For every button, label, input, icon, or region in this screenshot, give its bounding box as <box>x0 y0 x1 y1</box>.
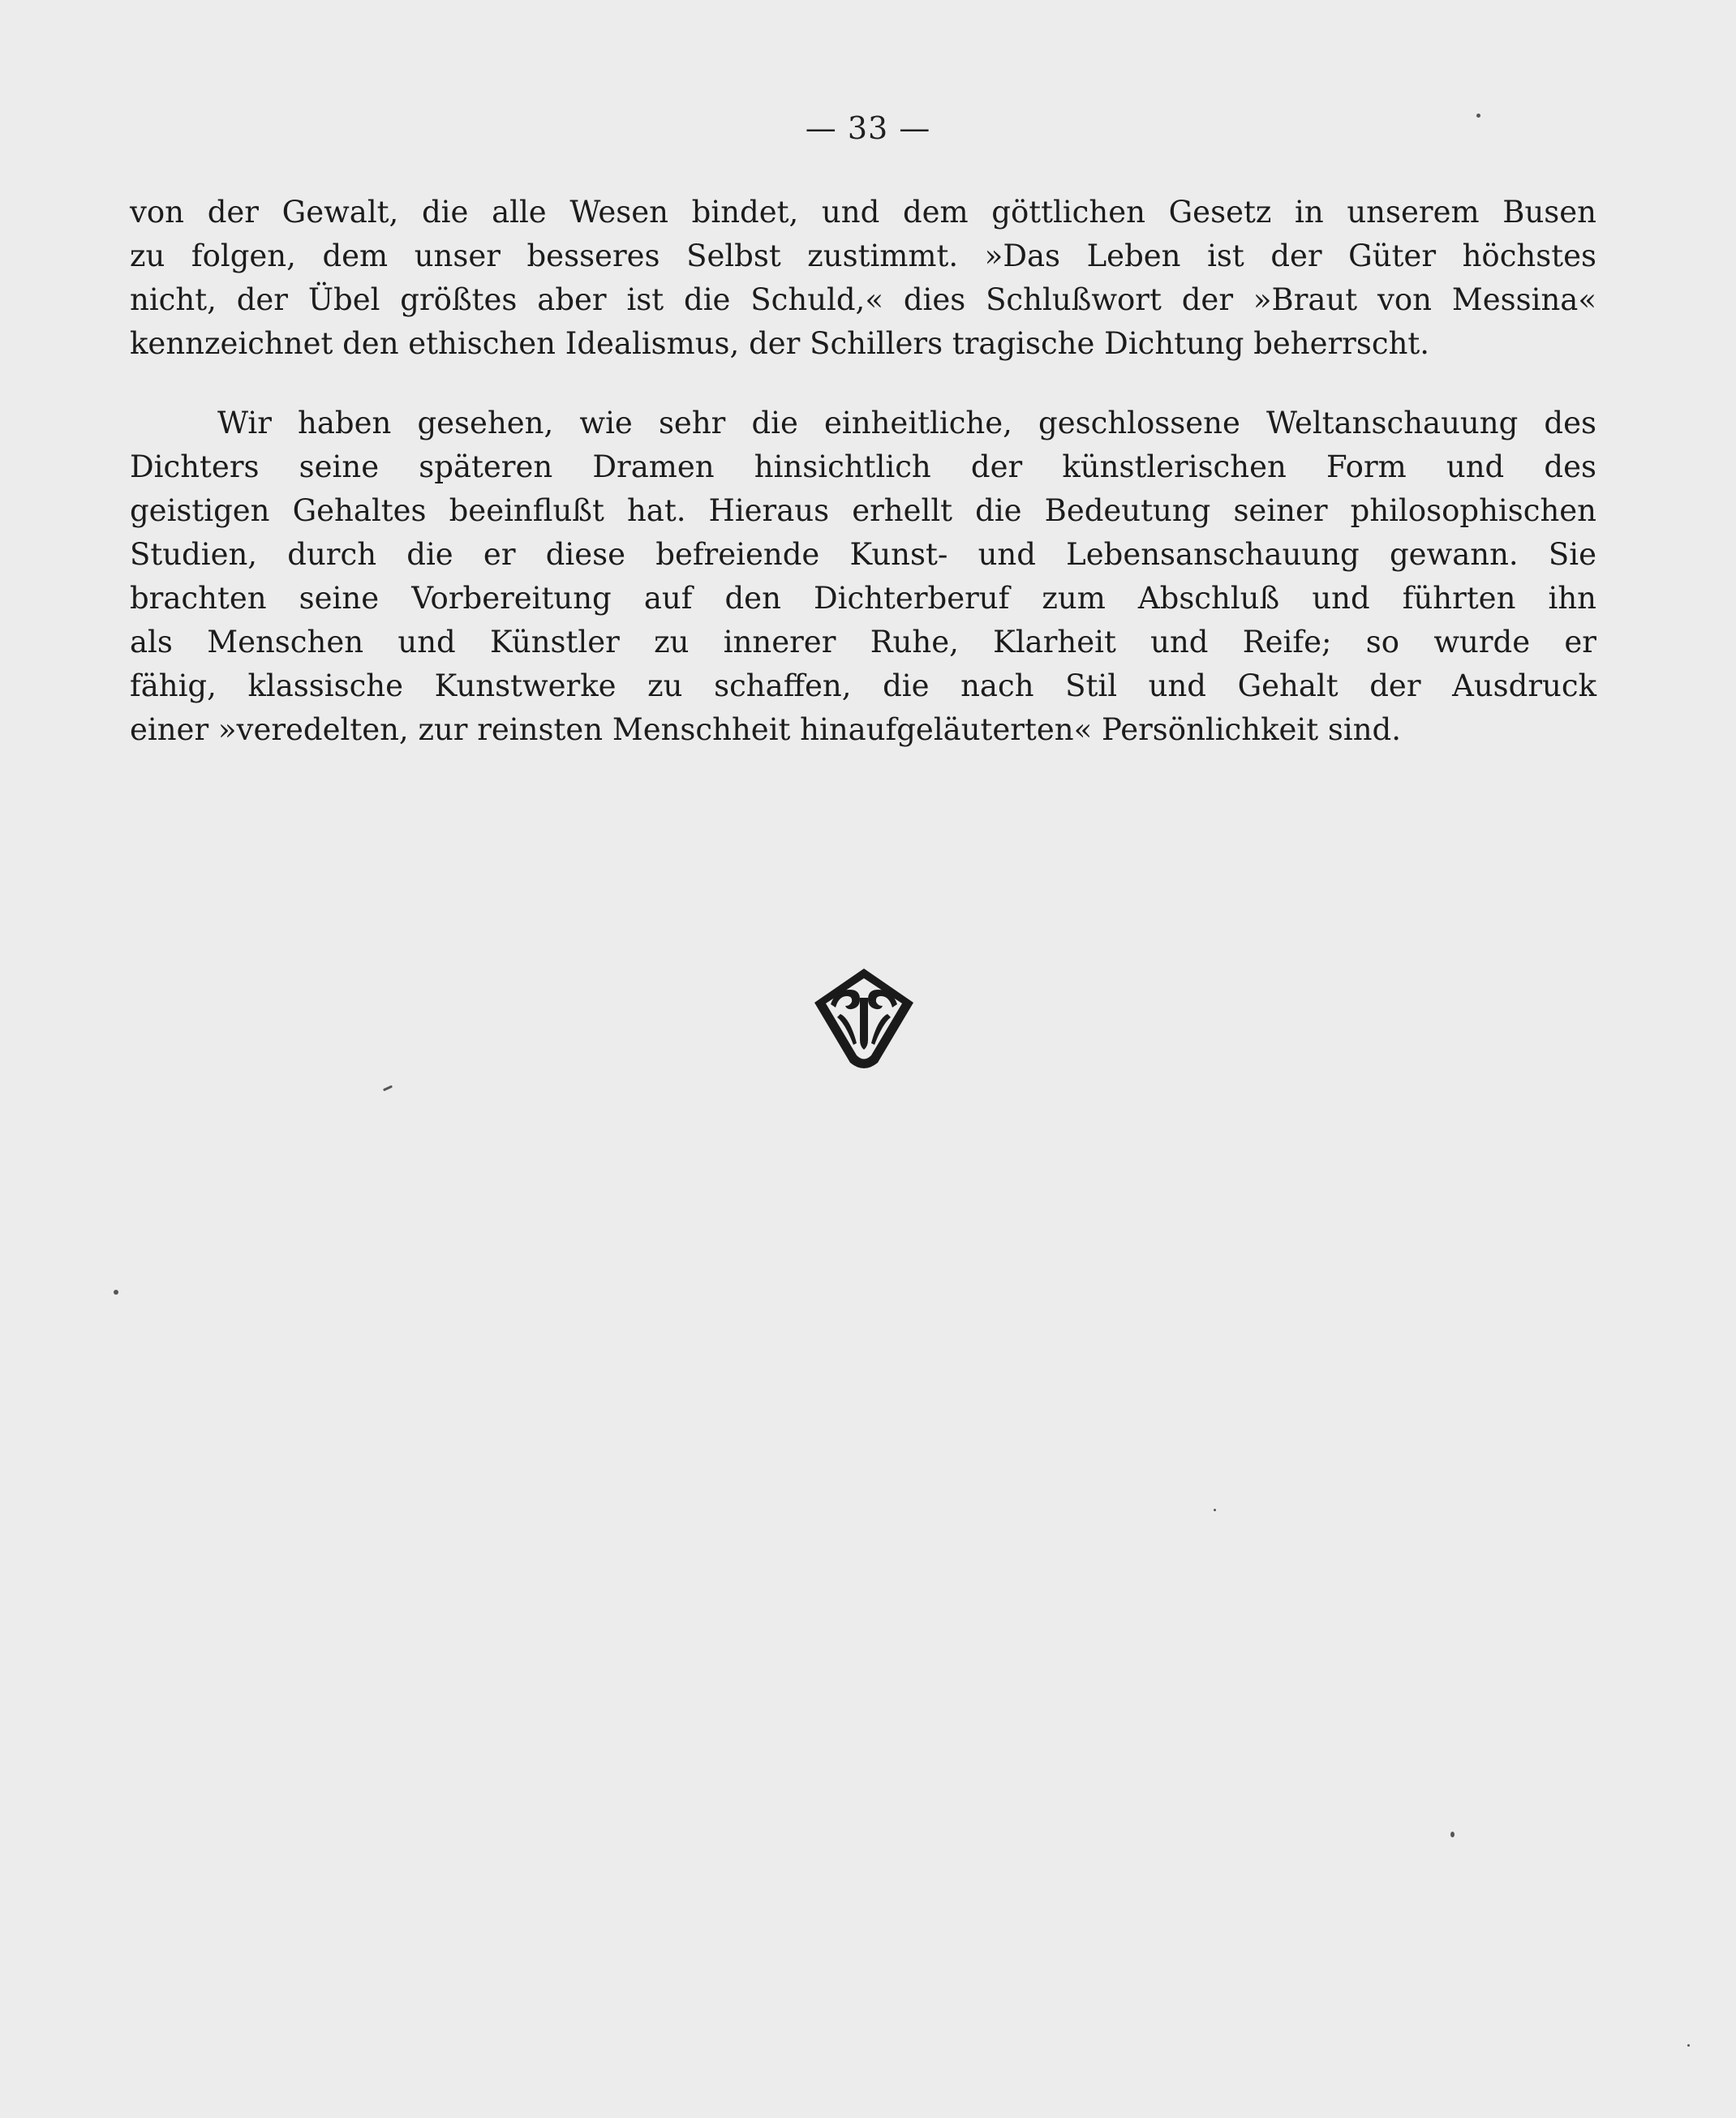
art-nouveau-tailpiece-ornament-icon <box>811 965 917 1071</box>
paper-speck <box>1687 2044 1690 2047</box>
paper-speck <box>1450 1832 1455 1837</box>
text-line: Studien, durch die er diese befreiende Kunst- und Lebensanschauung gewann. Sie <box>130 537 1596 572</box>
body-text <box>130 191 1596 752</box>
text-line: als Menschen und Künstler zu innerer Ruhe, Klarheit und Reife; so wurde er <box>130 625 1596 659</box>
page-number: — 33 — <box>805 110 931 146</box>
text-line: nicht, der Übel größtes aber ist die Schuld,« dies Schlußwort der »Braut von Messina« <box>130 282 1596 317</box>
paper-speck <box>1214 1509 1216 1511</box>
text-line: Wir haben gesehen, wie sehr die einheitliche, geschlossene Weltanschauung des <box>217 406 1596 440</box>
text-line: Dichters seine späteren Dramen hinsichtlich der künstlerischen Form und des <box>130 449 1596 484</box>
text-line: von der Gewalt, die alle Wesen bindet, und dem göttlichen Gesetz in unserem Busen <box>130 195 1596 230</box>
paragraph-2 <box>130 402 1596 752</box>
paper-speck <box>1476 114 1480 118</box>
paper-speck <box>114 1290 118 1295</box>
paragraph-1 <box>130 191 1596 366</box>
paper-speck <box>383 1085 393 1092</box>
text-line: kennzeichnet den ethischen Idealismus, der Schillers tragische Dichtung beherrscht. <box>130 326 1430 361</box>
text-line: brachten seine Vorbereitung auf den Dichterberuf zum Abschluß und führten ihn <box>130 581 1596 616</box>
text-line: fähig, klassische Kunstwerke zu schaffen, die nach Stil und Gehalt der Ausdruck <box>130 668 1596 703</box>
text-line: einer »veredelten, zur reinsten Menschheit hinaufgeläuterten« Persönlichkeit sind. <box>130 712 1401 747</box>
text-line: geistigen Gehaltes beeinflußt hat. Hieraus erhellt die Bedeutung seiner philosophischen <box>130 493 1596 528</box>
text-line: zu folgen, dem unser besseres Selbst zustimmt. »Das Leben ist der Güter höchstes <box>130 238 1596 273</box>
